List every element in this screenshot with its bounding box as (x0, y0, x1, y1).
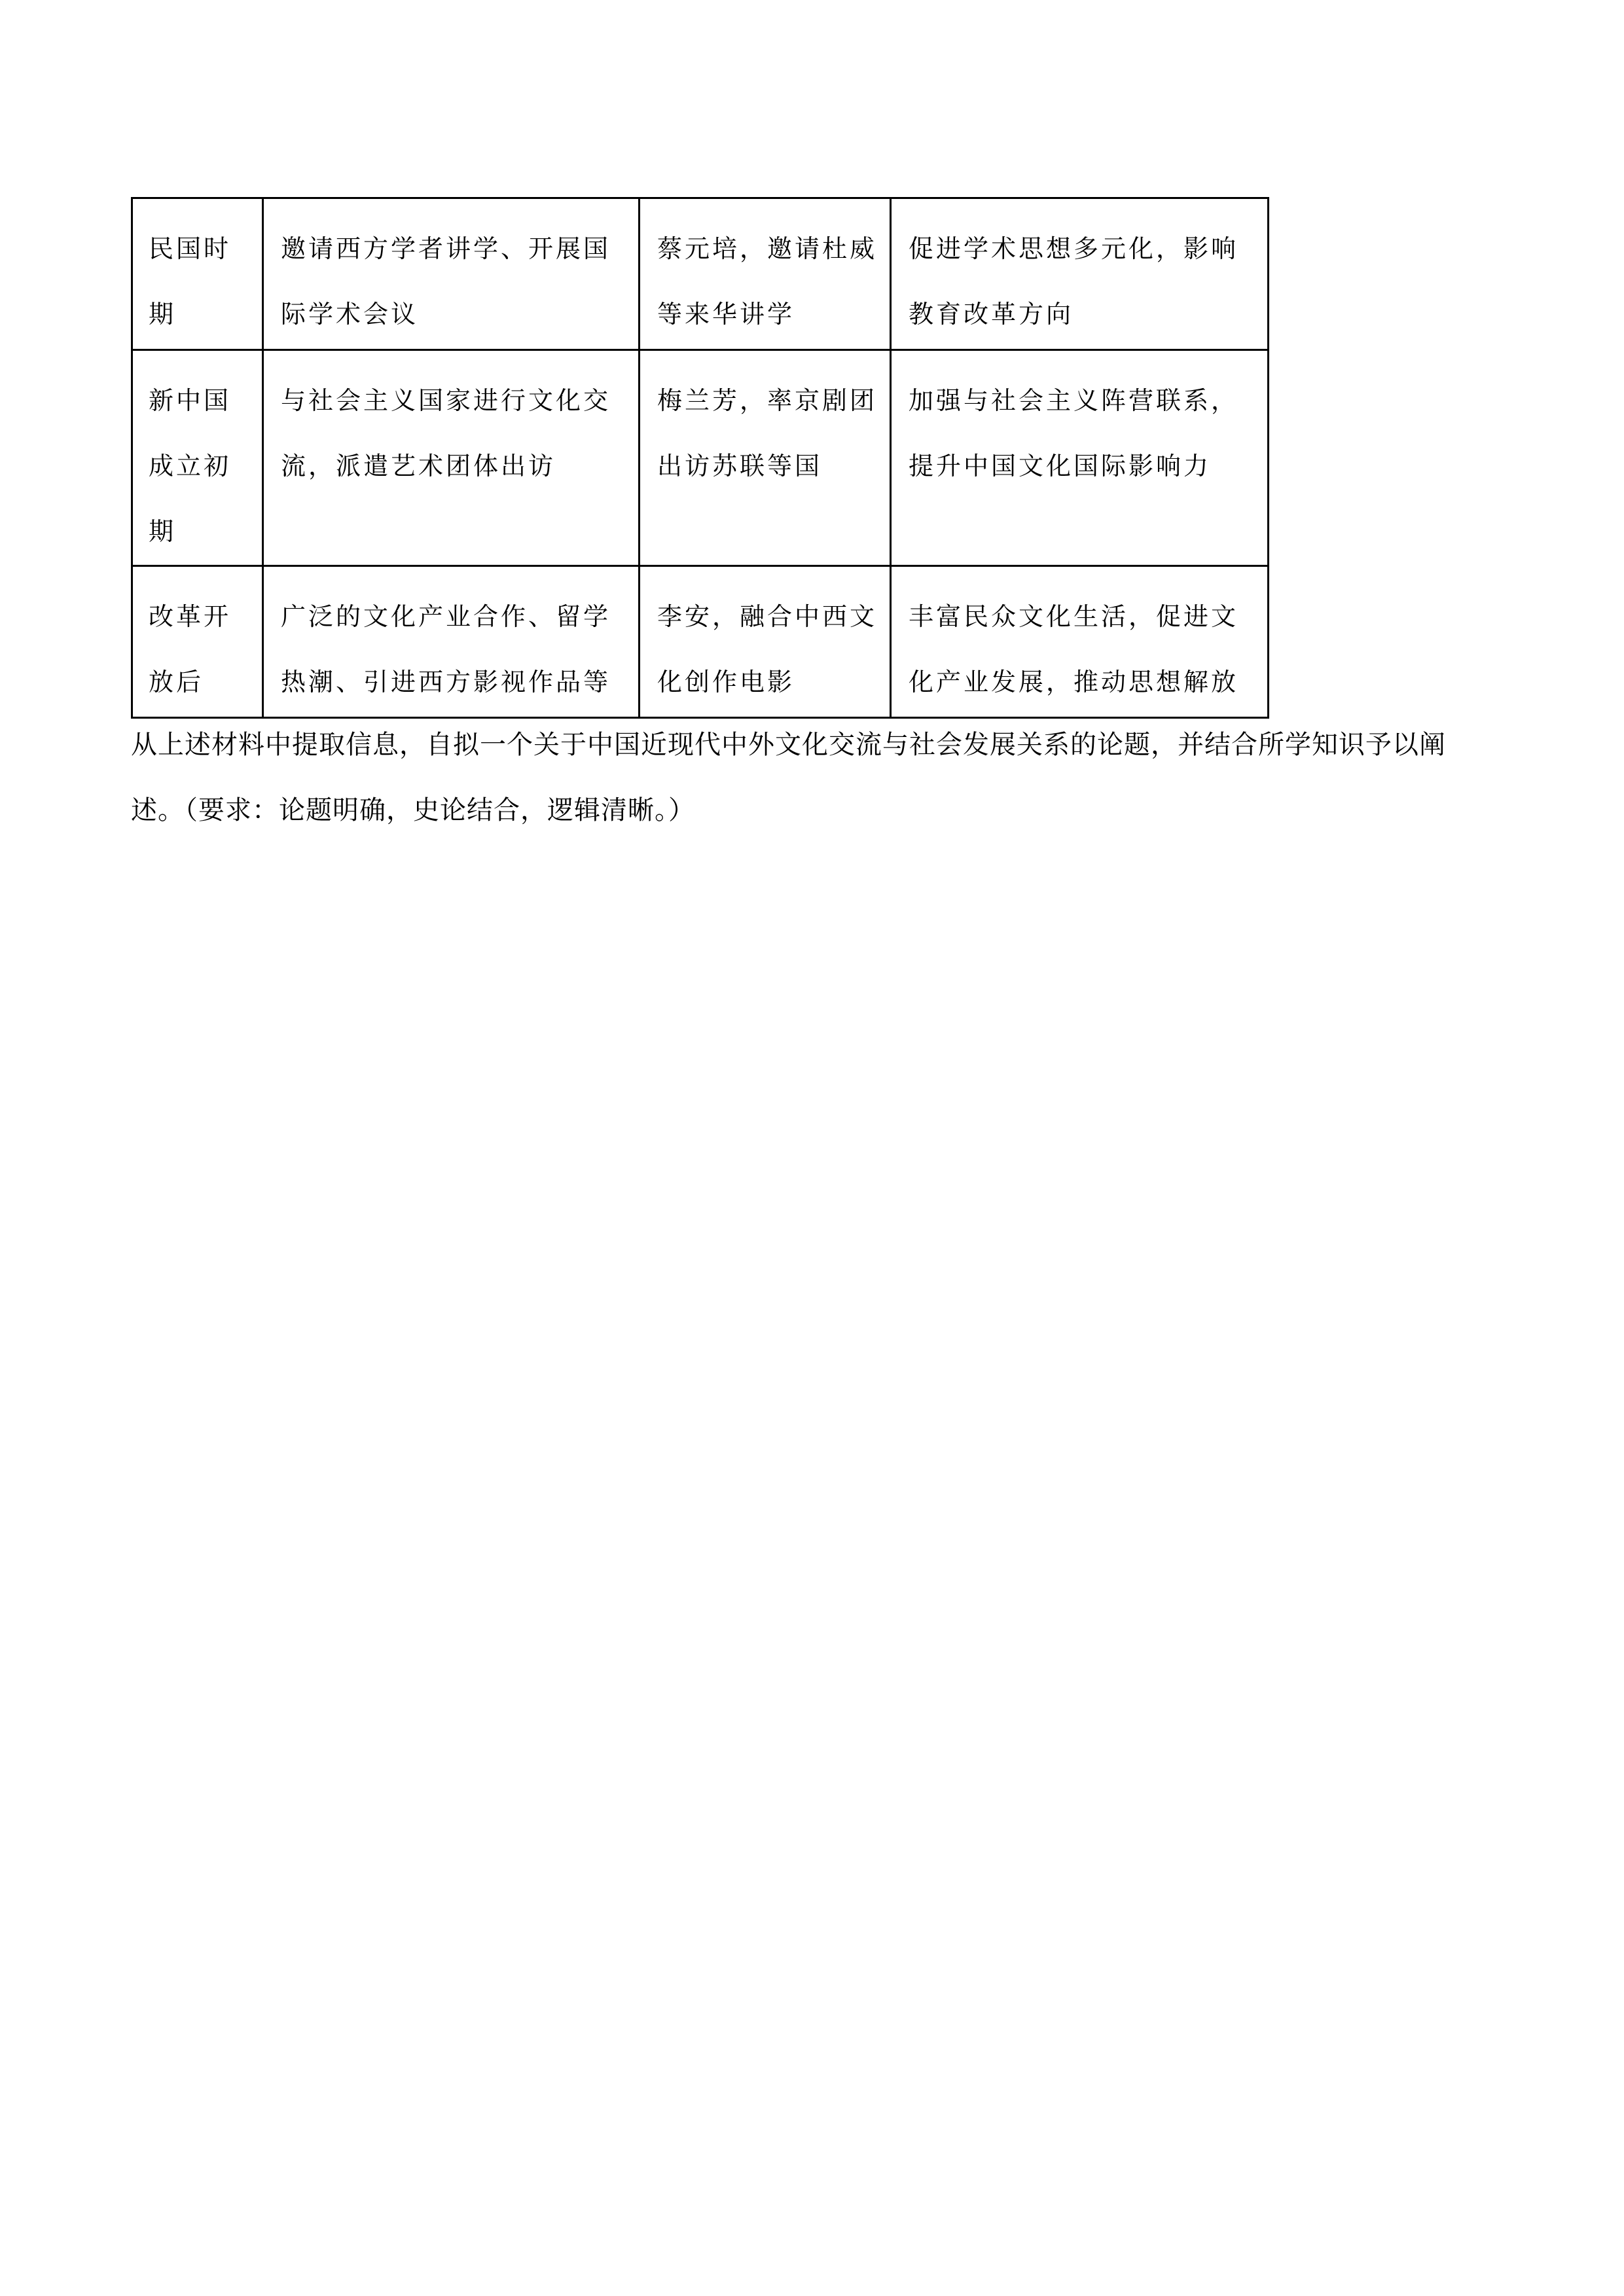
cultural-exchange-table (131, 197, 1269, 719)
table-row (132, 350, 1269, 566)
content-cell: 邀请西方学者讲学、开展国际学术会议 (263, 198, 640, 350)
period-cell: 民国时期 (132, 198, 263, 350)
content-cell: 广泛的文化产业合作、留学热潮、引进西方影视作品等 (263, 566, 640, 718)
question-text: 从上述材料中提取信息，自拟一个关于中国近现代中外文化交流与社会发展关系的论题，并结合所学知识予以阐述。（要求：论题明确，史论结合，逻辑清晰。） (131, 730, 1446, 825)
impact-cell: 加强与社会主义阵营联系，提升中国文化国际影响力 (891, 350, 1269, 566)
impact-cell: 促进学术思想多元化，影响教育改革方向 (891, 198, 1269, 350)
table-row (132, 566, 1269, 718)
impact-cell: 丰富民众文化生活，促进文化产业发展，推动思想解放 (891, 566, 1269, 718)
table-row (132, 198, 1269, 350)
example-cell: 梅兰芳，率京剧团出访苏联等国 (640, 350, 891, 566)
period-cell: 改革开放后 (132, 566, 263, 718)
example-cell: 蔡元培，邀请杜威等来华讲学 (640, 198, 891, 350)
period-cell: 新中国成立初期 (132, 350, 263, 566)
content-cell: 与社会主义国家进行文化交流，派遣艺术团体出访 (263, 350, 640, 566)
example-cell: 李安，融合中西文化创作电影 (640, 566, 891, 718)
